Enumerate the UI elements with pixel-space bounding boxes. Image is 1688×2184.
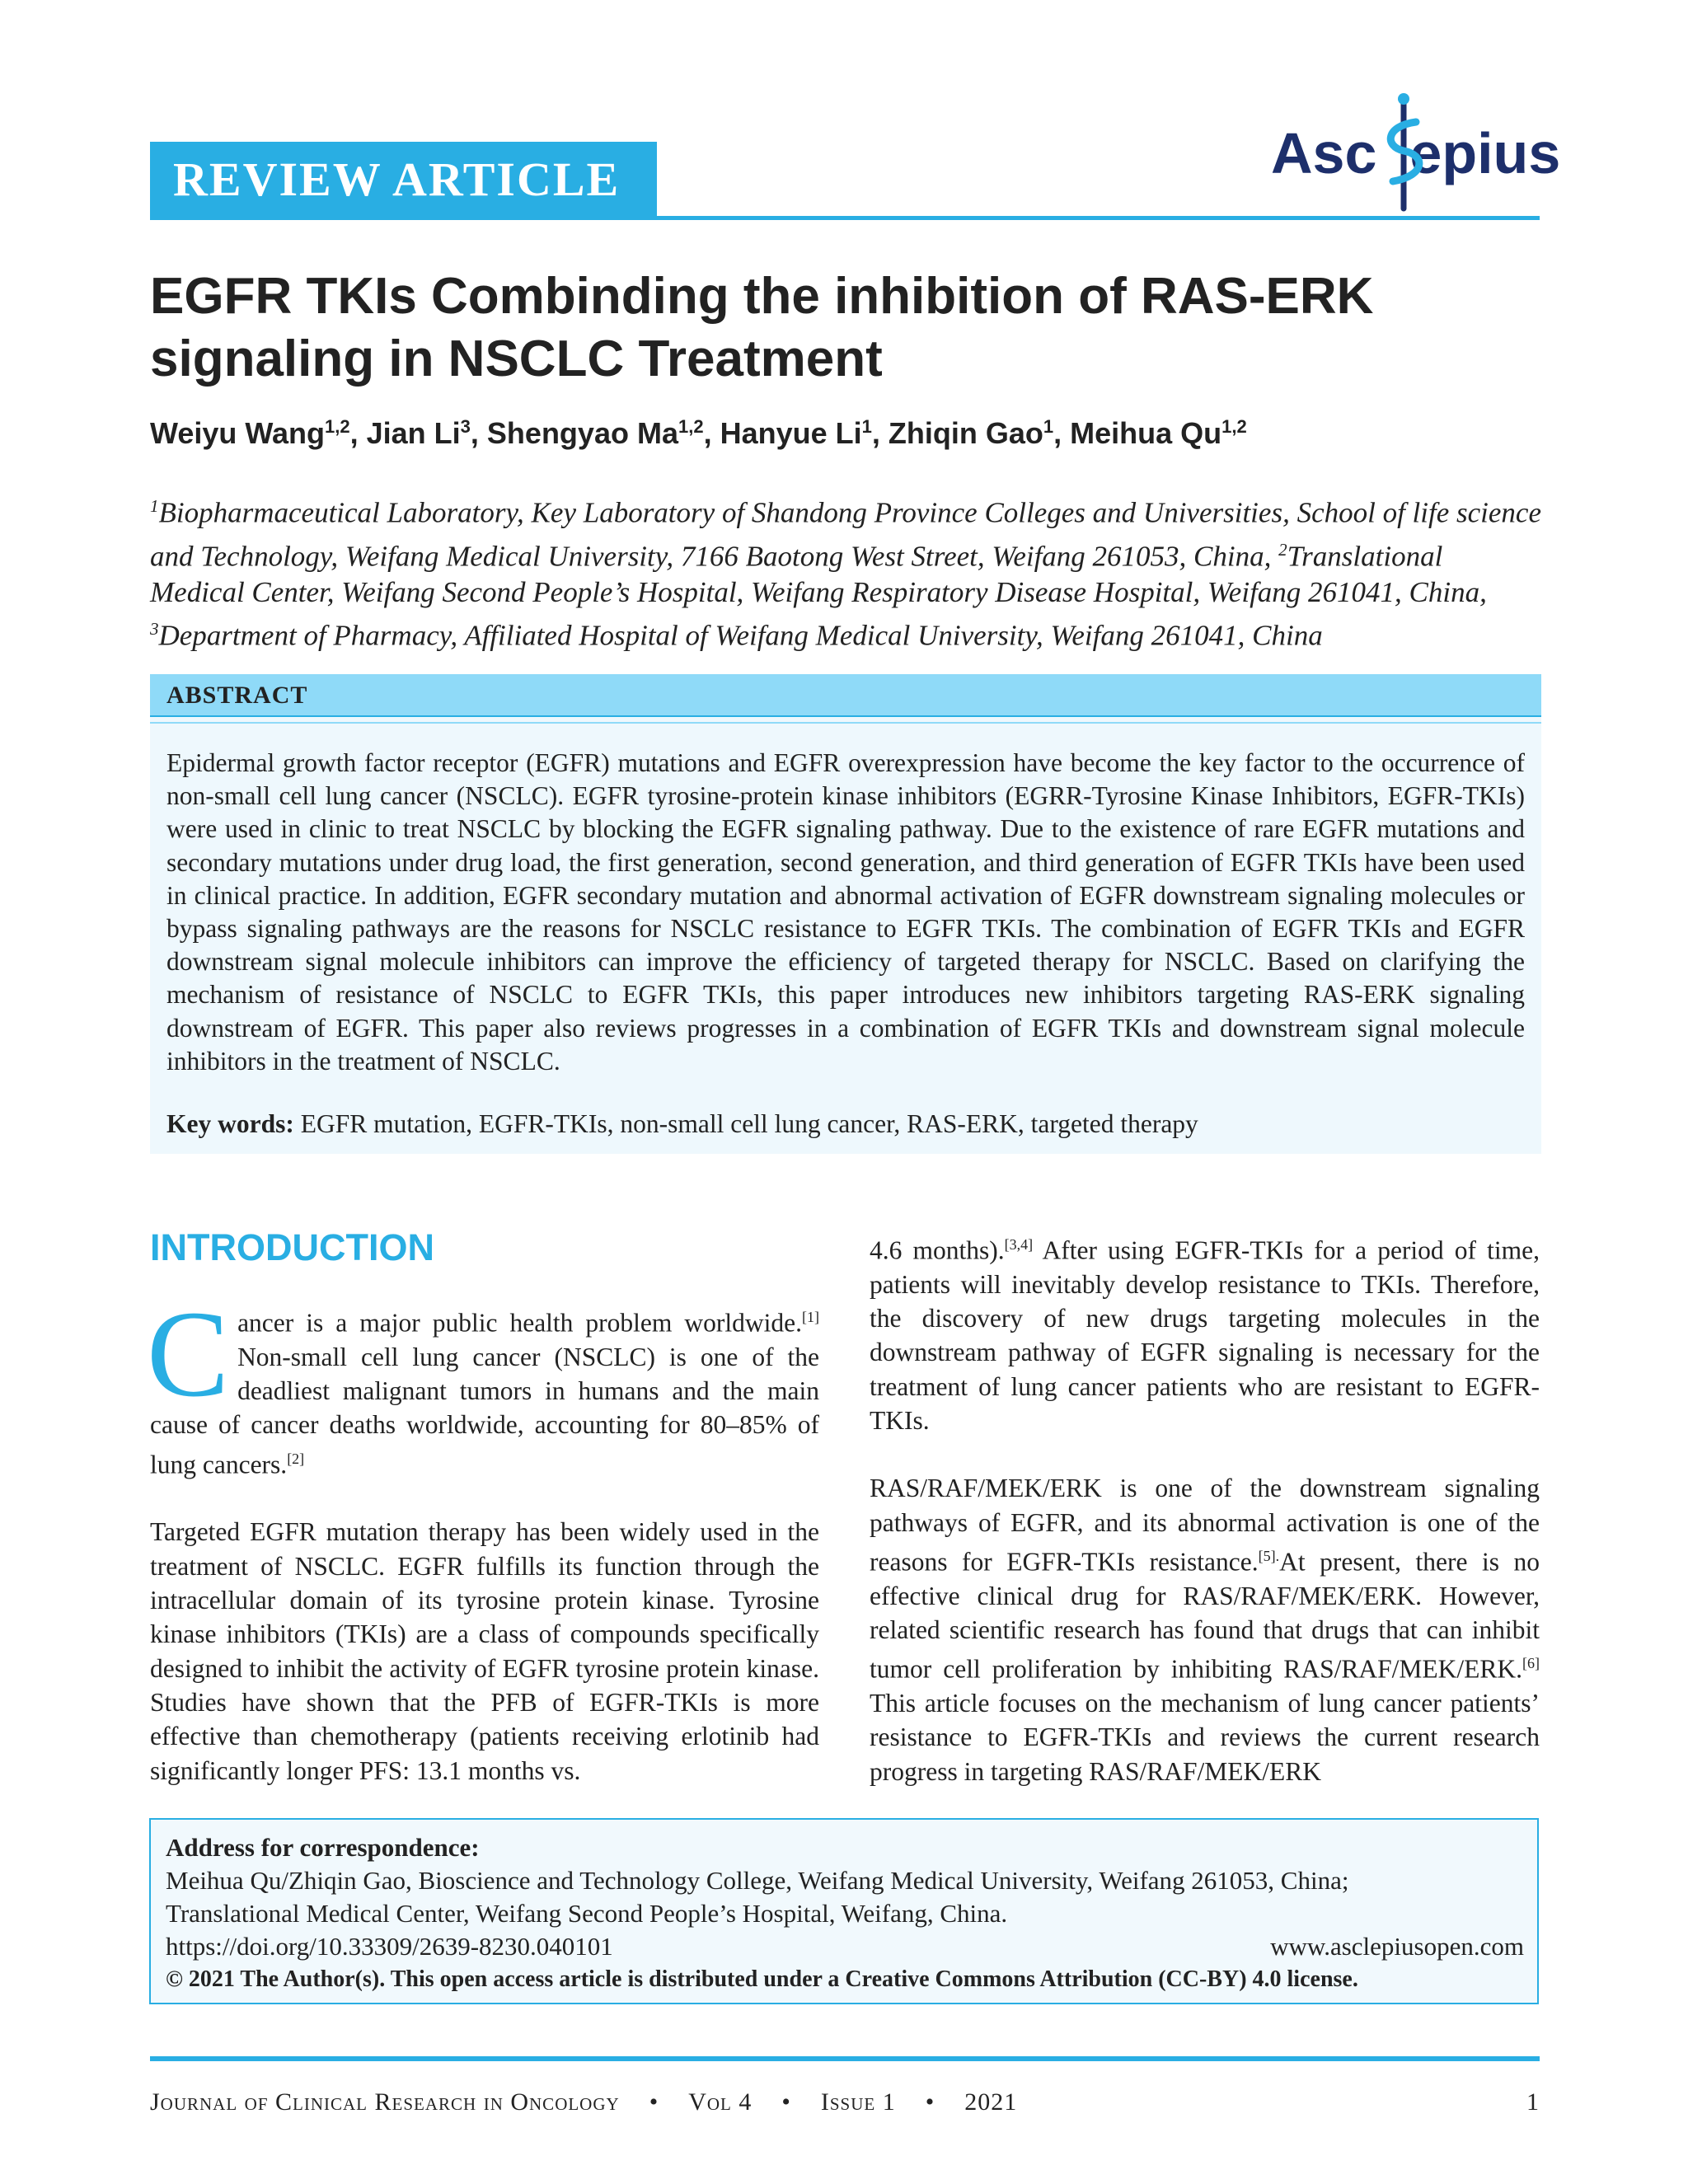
issue: Issue 1 bbox=[820, 2088, 896, 2116]
author-list: Weiyu Wang$^{1,2}$, Jian Li$^3$, Shengyao Ma$^{1,2}$, Hanyue Li$^1$, Zhiqin Gao$^1$, Meihua Qu$^{1,2}$ bbox=[150, 416, 1247, 450]
author-name: Weiyu Wang bbox=[150, 416, 326, 450]
journal-name: Journal of Clinical Research in Oncology bbox=[150, 2088, 620, 2116]
correspondence-address: Meihua Qu/Zhiqin Gao, Bioscience and Technology College, Weifang Medical University, Weifang 261053, China; bbox=[166, 1866, 1349, 1895]
logo-dot-icon bbox=[1398, 93, 1409, 105]
abstract-divider bbox=[150, 722, 1541, 724]
paragraph-text: 4.6 months). bbox=[870, 1235, 1005, 1265]
affiliation-3: Department of Pharmacy, Affiliated Hospital of Weifang Medical University, Weifang 261041, China bbox=[158, 619, 1323, 652]
drop-cap: C bbox=[147, 1286, 230, 1422]
page-number: 1 bbox=[1526, 2088, 1540, 2116]
keywords bbox=[166, 1109, 1525, 1139]
author-affiliation-ref: 1,2 bbox=[1221, 416, 1247, 437]
body-paragraph bbox=[870, 1471, 1540, 1788]
body-paragraph bbox=[870, 1228, 1540, 1437]
author-name: Shengyao Ma bbox=[486, 416, 678, 450]
citation-ref[interactable]: [5]. bbox=[1258, 1547, 1280, 1564]
abstract-section bbox=[150, 674, 1541, 1154]
correspondence-address: Translational Medical Center, Weifang Second People’s Hospital, Weifang, China. bbox=[166, 1899, 1008, 1928]
separator-dot: • bbox=[925, 2088, 935, 2116]
author-affiliation-ref: 1 bbox=[861, 416, 872, 437]
correspondence-box bbox=[149, 1818, 1539, 2004]
doi-link[interactable]: https://doi.org/10.33309/2639-8230.040101 bbox=[166, 1932, 613, 1961]
body-paragraph bbox=[147, 1286, 819, 1481]
citation-ref[interactable]: [1] bbox=[802, 1309, 819, 1325]
article-type-banner: REVIEW ARTICLE bbox=[150, 142, 657, 218]
author-affiliation-ref: 3 bbox=[460, 416, 471, 437]
paragraph-text: ancer is a major public health problem worldwide. bbox=[237, 1308, 802, 1338]
affiliations bbox=[150, 488, 1543, 654]
affiliation-1: Biopharmaceutical Laboratory, Key Laboratory of Shandong Province Colleges and Universities, School of life science and Technology, Weifang Medical University, 7166 Baotong West Street, Weifang 261053, China, bbox=[150, 496, 1541, 573]
footer-divider bbox=[150, 2056, 1540, 2061]
article-title: EGFR TKIs Combinding the inhibition of RAS-ERK signaling in NSCLC Treatment bbox=[150, 268, 1374, 387]
abstract-heading: ABSTRACT bbox=[150, 674, 1541, 717]
website-link[interactable]: www.asclepiusopen.com bbox=[1270, 1932, 1524, 1961]
license-statement: © 2021 The Author(s). This open access article is distributed under a Creative Commons Attribution (CC-BY) 4.0 license. bbox=[166, 1966, 1358, 1992]
author-affiliation-ref: 1,2 bbox=[325, 416, 350, 437]
paragraph-text: After using EGFR-TKIs for a period of time, patients will inevitably develop resistance to TKIs. Therefore, the discovery of new drugs targeting molecules in the downstream pathway of EGFR signaling is necessary for the treatment of lung cancer patients who are resistant to EGFR-TKIs. bbox=[870, 1235, 1540, 1435]
abstract-text: Epidermal growth factor receptor (EGFR) mutations and EGFR overexpression have become the key factor to the occurrence of non-small cell lung cancer (NSCLC). EGFR tyrosine-protein kinase inhibitors (EGRR-Tyrosine Kinase Inhibitors, EGFR-TKIs) were used in clinic to treat NSCLC by blocking the EGFR signaling pathway. Due to the existence of rare EGFR mutations and secondary mutations under drug load, the first generation, second generation, and third generation of EGFR TKIs have been used in clinical practice. In addition, EGFR secondary mutation and abnormal activation of EGFR downstream signaling molecules or bypass signaling pathways are the reasons for NSCLC resistance to EGFR TKIs. The combination of EGFR TKIs and EGFR downstream signal molecule inhibitors can improve the efficiency of targeted therapy for NSCLC. Based on clarifying the mechanism of resistance of NSCLC to EGFR TKIs, this paper introduces new inhibitors targeting RAS-ERK signaling downstream of EGFR. This paper also reviews progresses in a combination of EGFR TKIs and downstream signal molecule inhibitors in the treatment of NSCLC. bbox=[166, 748, 1525, 1076]
author-name: Hanyue Li bbox=[720, 416, 862, 450]
author-name: Zhiqin Gao bbox=[888, 416, 1043, 450]
paragraph-text: This article focuses on the mechanism of lung cancer patients’ resistance to EGFR-TKIs and reviews the current research progress in targeting RAS/RAF/MEK/ERK bbox=[870, 1689, 1540, 1786]
paragraph-text: Non-small cell lung cancer (NSCLC) is one of the deadliest malignant tumors in humans and the main cause of cancer deaths worldwide, accounting for 80–85% of lung cancers. bbox=[150, 1342, 819, 1479]
paragraph-text: RAS/RAF/MEK/ERK is one of the downstream signaling pathways of EGFR, and its abnormal activation is one of the reasons for EGFR-TKIs resistance. bbox=[870, 1474, 1540, 1577]
keywords-list: EGFR mutation, EGFR-TKIs, non-small cell lung cancer, RAS-ERK, targeted therapy bbox=[293, 1109, 1198, 1138]
separator-dot: • bbox=[781, 2088, 791, 2116]
separator-dot: • bbox=[649, 2088, 659, 2116]
header-divider bbox=[150, 216, 1540, 220]
citation-ref[interactable]: [2] bbox=[287, 1450, 305, 1467]
author-name: Jian Li bbox=[366, 416, 461, 450]
body-column-right bbox=[870, 1228, 1540, 1788]
footer-journal-info bbox=[150, 2088, 1017, 2116]
paragraph-text: Targeted EGFR mutation therapy has been widely used in the treatment of NSCLC. EGFR fulfills its function through the intracellular domain of its tyrosine protein kinase. Tyrosine kinase inhibitors (TKIs) are a class of compounds specifically designed to inhibit the activity of EGFR tyrosine protein kinase. Studies have shown that the PFB of EGFR-TKIs is more effective than chemotherapy (patients receiving erlotinib had significantly longer PFS: 13.1 months vs. bbox=[150, 1517, 819, 1785]
affiliation-marker: 2 bbox=[1278, 539, 1287, 560]
logo-text: Asc epius bbox=[1271, 121, 1561, 185]
citation-ref[interactable]: [6] bbox=[1522, 1655, 1540, 1672]
affiliation-2: Translational Medical Center, Weifang Second People’s Hospital, Weifang Respiratory Disease Hospital, Weifang 261041, China, bbox=[150, 540, 1487, 609]
body-paragraph bbox=[150, 1515, 819, 1787]
author-affiliation-ref: 1 bbox=[1043, 416, 1054, 437]
body-column-left bbox=[147, 1286, 819, 1788]
correspondence-label: Address for correspondence: bbox=[166, 1833, 480, 1862]
section-heading-introduction: INTRODUCTION bbox=[150, 1226, 434, 1268]
keywords-label: Key words: bbox=[166, 1109, 294, 1138]
paragraph-text: At present, there is no effective clinical drug for RAS/RAF/MEK/ERK. However, related scientific research has found that drugs that can inhibit tumor cell proliferation by inhibiting RAS/RAF/MEK/ERK. bbox=[870, 1547, 1540, 1684]
author-name: Meihua Qu bbox=[1070, 416, 1222, 450]
volume: Vol 4 bbox=[688, 2088, 753, 2116]
asclepius-logo bbox=[1269, 89, 1561, 213]
author-affiliation-ref: 1,2 bbox=[678, 416, 704, 437]
year: 2021 bbox=[964, 2088, 1018, 2116]
citation-ref[interactable]: [3,4] bbox=[1004, 1236, 1034, 1253]
affiliation-marker: 3 bbox=[150, 619, 159, 640]
affiliation-marker: 1 bbox=[150, 496, 159, 516]
